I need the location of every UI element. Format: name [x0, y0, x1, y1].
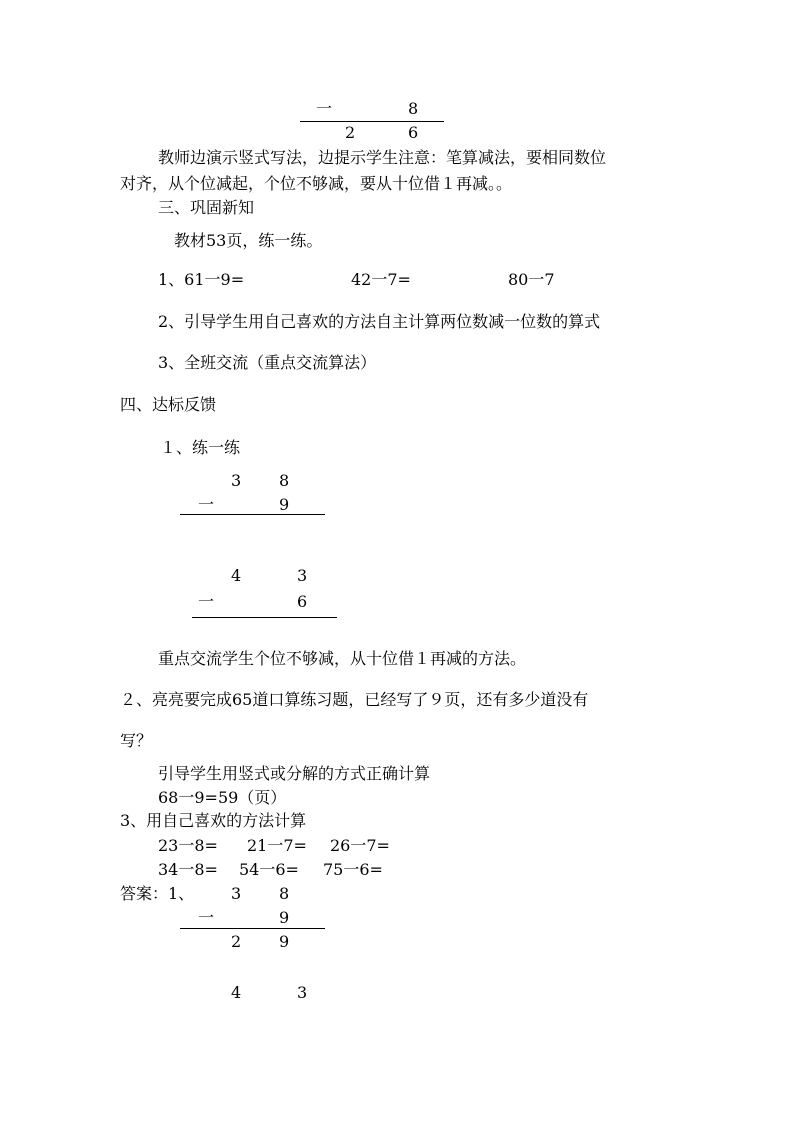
- result-digit: 6: [408, 123, 419, 142]
- rule-line: [300, 121, 444, 122]
- result-digit: 9: [279, 932, 290, 951]
- focus-note: 重点交流学生个位不够减，从十位借１再减的方法。: [158, 649, 527, 668]
- digit: 9: [279, 495, 290, 514]
- minus-sign: 一: [198, 908, 215, 927]
- rule-line: [192, 617, 337, 618]
- calc-item: 54一6=: [239, 860, 299, 879]
- exercise-1c: 80一7: [508, 270, 555, 289]
- section-heading: 三、巩固新知: [158, 198, 255, 217]
- minus-sign: 一: [198, 592, 215, 611]
- digit: 3: [231, 884, 242, 903]
- digit: 9: [279, 908, 290, 927]
- rule-line: [180, 514, 325, 515]
- teacher-note-line2: 对齐，从个位减起，个位不够减，要从十位借１再减。。: [120, 174, 513, 193]
- result-digit: 2: [345, 123, 356, 142]
- digit: 3: [231, 471, 242, 490]
- rule-line: [180, 928, 325, 929]
- digit: 8: [279, 884, 290, 903]
- calc-item: 34一8=: [158, 860, 218, 879]
- result-digit: 2: [231, 932, 242, 951]
- problem-2-line1: ２、亮亮要完成65道口算练习题，已经写了９页，还有多少道没有: [120, 690, 589, 709]
- teacher-note-line1: 教师边演示竖式写法，边提示学生注意：笔算减法，要相同数位: [158, 148, 607, 167]
- digit: 3: [297, 983, 308, 1002]
- calc-item: 21一7=: [247, 836, 307, 855]
- calc-item: 75一6=: [323, 860, 383, 879]
- digit: 3: [297, 566, 308, 585]
- digit: 4: [231, 566, 242, 585]
- digit: 8: [408, 99, 419, 118]
- answer-equation: 68一9=59（页）: [158, 788, 287, 807]
- guide-text: 引导学生用竖式或分解的方式正确计算: [158, 764, 431, 783]
- exercise-1a: 1、61一9=: [158, 270, 245, 289]
- digit: 6: [297, 592, 308, 611]
- calc-item: 23一8=: [158, 836, 218, 855]
- digit: 4: [231, 983, 242, 1002]
- answers-label: 答案：1、: [120, 884, 195, 903]
- item-3: 3、全班交流（重点交流算法）: [158, 353, 377, 372]
- exercise-1b: 42一7=: [351, 270, 411, 289]
- section-heading: 四、达标反馈: [120, 395, 217, 414]
- problem-2-line2: 写？: [120, 731, 153, 750]
- digit: 8: [279, 471, 290, 490]
- calc-item: 26一7=: [330, 836, 390, 855]
- minus-sign: 一: [316, 99, 333, 118]
- minus-sign: 一: [198, 495, 215, 514]
- practice-label: １、练一练: [160, 438, 241, 457]
- textbook-reference: 教材53页，练一练。: [174, 231, 323, 250]
- item-3-heading: 3、用自己喜欢的方法计算: [120, 811, 307, 830]
- item-2: 2、引导学生用自己喜欢的方法自主计算两位数减一位数的算式: [158, 312, 601, 331]
